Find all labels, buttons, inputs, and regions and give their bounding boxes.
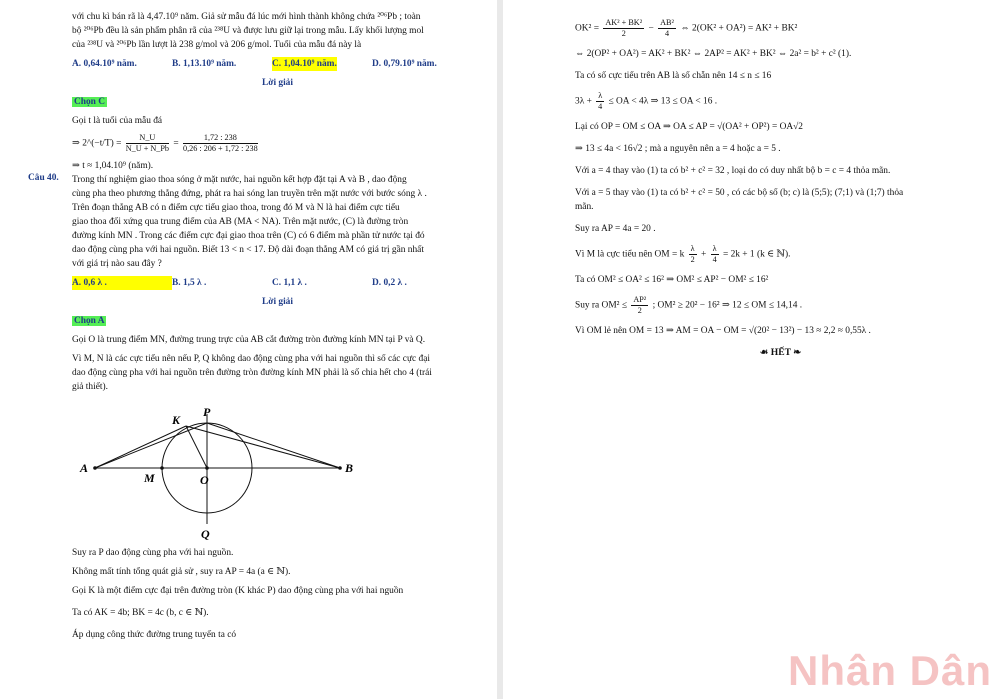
q39-chon: Chọn C: [74, 97, 105, 107]
right-line: ⇒ 13 ≤ 4a < 16√2 ; mà a nguyên nên a = 4 hoặc a = 5 .: [575, 144, 781, 154]
line-KB: [186, 426, 340, 468]
q39-line: Gọi t là tuổi của mẫu đá: [72, 116, 163, 126]
q39-eq-frac2: $\frac{1,72 : 238}{0,26 : 206 + 1,72 : 238}$: [183, 133, 258, 153]
line-AP: [95, 423, 207, 468]
right-line: mãn.: [575, 202, 594, 212]
q39-option-b: B. 1,13.10⁹ năm.: [172, 59, 237, 69]
q39-option-a: A. 0,64.10⁹ năm.: [72, 59, 137, 69]
label-B: B: [345, 461, 354, 475]
q40-option-a: A. 0,6 λ .: [72, 276, 172, 290]
q40-options: [72, 276, 483, 290]
eq-om-bounds: Suy ra OM² ≤ $\frac{\text{AP²}}{2}$ ; OM² ≥ 20² − 16² ⇒ 12 ≤ OM ≤ 14,14 .: [575, 295, 803, 315]
line-KO: [186, 426, 207, 468]
line-AK: [95, 426, 186, 468]
q40-line: giao thoa đối xứng qua trung điểm của AB (MA < NA). Trên mặt nước, (C) là đường tròn: [72, 217, 409, 227]
label-O: O: [200, 473, 209, 487]
loi-giai-heading-2: Lời giải: [262, 297, 293, 307]
after-line: Gọi K là một điểm cực đại trên đường tròn (K khác P) dao động cùng pha với hai nguồn: [72, 586, 404, 596]
question-40-label: Câu 40.: [28, 173, 59, 183]
q40-option-b: B. 1,5 λ .: [172, 278, 207, 288]
frac: $\frac{\text{AB²}}{4}$: [660, 18, 674, 38]
point-B: [338, 466, 342, 470]
intro-line: của ²³⁸U và ²⁰⁶Pb lần lượt là 238 g/mol và 206 g/mol. Tuổi của mẫu đá này là: [72, 40, 362, 50]
q39-eq-lhs: ⇒ 2^(−t/T) =: [72, 138, 122, 149]
q40-option-d: D. 0,2 λ .: [372, 278, 407, 288]
label-A: A: [80, 461, 89, 475]
point-M: [160, 466, 164, 470]
intro-line: với chu kì bán rã là 4,47.10⁹ năm. Giả sử mẫu đá lúc mới hình thành không chứa ²⁰⁶Pb ; toàn: [72, 12, 421, 22]
right-line: Suy ra AP = 4a = 20 .: [575, 224, 656, 234]
geometry-diagram: [0, 396, 420, 546]
line-PB: [207, 423, 340, 468]
sol-line: Gọi O là trung điểm MN, đường trung trực của AB cắt đường tròn đường kính MN tại P và Q.: [72, 335, 426, 345]
frac: $\frac{\lambda}{4}$: [598, 91, 603, 111]
question-40: [28, 173, 483, 271]
point-A: [93, 466, 97, 470]
label-K: K: [172, 413, 181, 427]
q40-line: Trên đoạn thẳng AB có n điểm cực tiểu giao thoa, trong đó M và N là hai điểm cực tiểu: [72, 203, 400, 213]
point-O: [205, 466, 209, 470]
frac: $\frac{\text{AP²}}{2}$: [633, 295, 647, 315]
after-line: Ta có AK = 4b; BK = 4c (b, c ∈ ℕ).: [72, 608, 209, 618]
q39-options: [72, 57, 483, 71]
after-line: Áp dụng công thức đường trung tuyến ta có: [72, 630, 237, 640]
eq-om: Vì M là cực tiểu nên OM = k $\frac{\lambda}{2}$ + $\frac{\lambda}{4}$ = 2k + 1 (k ∈ ℕ).: [575, 244, 791, 264]
sol-line: dao động cùng pha với hai nguồn trên đường tròn đường kính MN phải là số chia hết cho 4 (trái: [72, 368, 432, 378]
frac: $\frac{\lambda}{2}$: [690, 244, 695, 264]
right-line: Lại có OP = OM ≤ OA ⇒ OA ≤ AP = √(OA² + OP²) = OA√2: [575, 122, 803, 132]
right-line: Với a = 4 thay vào (1) ta có b² + c² = 32 , loại do có duy nhất bộ b = c = 4 thỏa mãn.: [575, 166, 891, 176]
right-line: Vì OM lẻ nên OM = 13 ⇒ AM = OA − OM = √(20² − 13²) − 13 ≈ 2,2 ≈ 0,55λ .: [575, 326, 871, 336]
page-right: [503, 0, 1000, 699]
intro-line: bộ ²⁰⁶Pb đều là sản phẩm phân rã của ²³⁸U và được lưu giữ lại trong mẫu. Lấy khối lượng mol: [72, 26, 424, 36]
q39-option-c: C. 1,04.10⁹ năm.: [272, 59, 337, 69]
right-line: ⇔ 2(OP² + OA²) = AK² + BK² ⇔ 2AP² = AK² + BK² ⇔ 2a² = b² + c² (1).: [575, 49, 852, 59]
q40-chon: Chọn A: [74, 316, 105, 326]
q40-line: Trong thí nghiệm giao thoa sóng ở mặt nước, hai nguồn kết hợp đặt tại A và B , dao động: [72, 175, 407, 185]
label-P: P: [203, 405, 211, 419]
loi-giai-heading: Lời giải: [262, 78, 293, 88]
after-line: Không mất tính tổng quát giả sử , suy ra AP = 4a (a ∈ ℕ).: [72, 567, 291, 577]
right-line: Với a = 5 thay vào (1) ta có b² + c² = 50 , có các bộ số (b; c) là (5;5); (7;1) và (1;7) thỏa: [575, 188, 904, 198]
sol-line: Vì M, N là các cực tiểu nên nếu P, Q không dao động cùng pha với hai nguồn thì số các cực đại: [72, 354, 430, 364]
q39-equation: ⇒ 2^(−t/T) = $\frac{N\_U}{N\_U + N\_Pb}$ = $\frac{1,72 : 238}{0,26 : 206 + 1,72 : 238}$: [72, 133, 258, 153]
het-marker: ☙ HẾT ❧: [759, 347, 802, 358]
frac: $\frac{\text{AK² + BK²}}{2}$: [605, 18, 643, 38]
q40-line: đường kính MN . Trong các điểm cực đại giao thoa trên (C) có 6 điểm mà phần tử nước tại đó: [72, 231, 425, 241]
q40-line: cùng pha theo phương thẳng đứng, phát ra hai sóng lan truyền trên mặt nước với bước sóng λ .: [72, 189, 427, 199]
after-line: Suy ra P dao động cùng pha với hai nguồn.: [72, 548, 234, 558]
sol-line: giả thiết).: [72, 382, 108, 392]
eq-median: OK² = $\frac{\text{AK² + BK²}}{2}$ − $\frac{\text{AB²}}{4}$ ⇔ 2(OK² + OA²) = AK² + BK²: [575, 18, 798, 38]
page-left: [0, 0, 497, 699]
q39-option-d: D. 0,79.10⁹ năm.: [372, 59, 437, 69]
q39-result: ⇒ t ≈ 1,04.10⁹ (năm).: [72, 161, 154, 171]
label-M: M: [144, 471, 155, 485]
right-line: Ta có số cực tiểu trên AB là số chẵn nên 14 ≤ n ≤ 16: [575, 71, 772, 81]
q39-eq-frac1: $\frac{N\_U}{N\_U + N\_Pb}$: [125, 133, 170, 153]
right-line: Ta có OM² ≤ OA² ≤ 16² ⇒ OM² ≤ AP² − OM² ≤ 16²: [575, 275, 769, 285]
q40-line: với giá trị nào sau đây ?: [72, 259, 162, 269]
frac: $\frac{\lambda}{4}$: [712, 244, 717, 264]
label-Q: Q: [201, 527, 210, 541]
q40-line: dao động cùng pha với hai nguồn. Biết 13 < n < 17. Độ dài đoạn thẳng AM có giá trị gần nhất: [72, 245, 424, 255]
q40-option-c: C. 1,1 λ .: [272, 278, 307, 288]
eq-oa-range: 3λ + $\frac{\lambda}{4}$ ≤ OA < 4λ ⇒ 13 ≤ OA < 16 .: [575, 91, 718, 111]
nhan-dan-watermark: Nhân Dân: [787, 647, 992, 694]
